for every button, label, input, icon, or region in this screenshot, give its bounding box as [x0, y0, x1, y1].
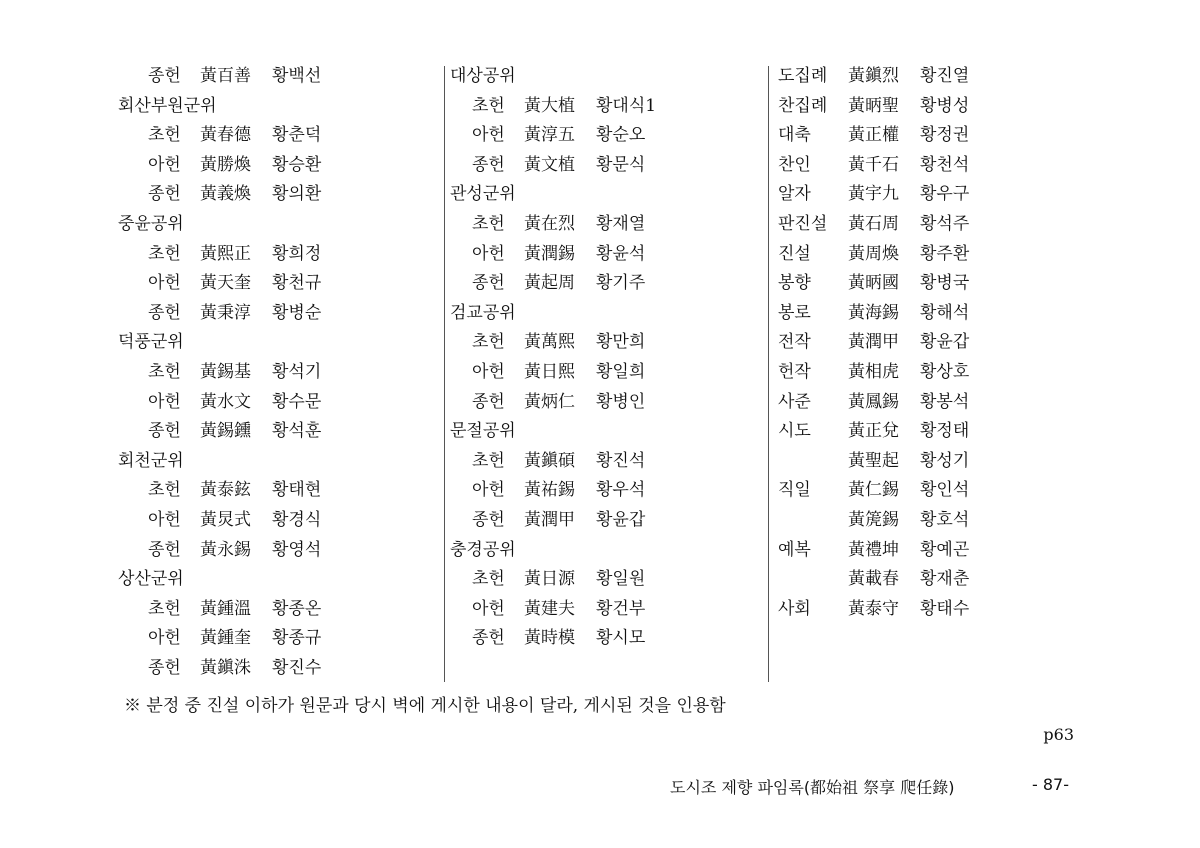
- name-hanja: 黃正權: [848, 125, 899, 146]
- roster-entry: [450, 240, 760, 270]
- name-hangul: 황성기: [920, 450, 970, 471]
- name-hangul: 황진수: [272, 657, 322, 678]
- role-title: 아헌: [472, 361, 505, 382]
- name-hangul: 황순오: [596, 125, 646, 146]
- role-title: 사회: [778, 598, 811, 619]
- roster-column-3: [778, 62, 1078, 624]
- roster-entry: [118, 121, 438, 151]
- name-hanja: 黃永錫: [200, 539, 251, 560]
- roster-entry: [450, 92, 760, 122]
- name-hangul: 황승환: [272, 154, 322, 175]
- role-title: 종헌: [148, 657, 181, 678]
- name-hangul: 황정권: [920, 125, 970, 146]
- name-hangul: 황호석: [920, 509, 970, 530]
- name-hangul: 황인석: [920, 480, 970, 501]
- section-heading: [118, 210, 438, 240]
- name-hanja: 黃潤甲: [848, 332, 899, 353]
- name-hanja: 黃禮坤: [848, 539, 899, 560]
- name-hanja: 黃淳五: [524, 125, 575, 146]
- role-title: 판진설: [778, 213, 828, 234]
- name-hangul: 황석기: [272, 361, 322, 382]
- role-title: 도집례: [778, 66, 828, 86]
- name-hanja: 黃萬熙: [524, 332, 575, 353]
- roster-entry: [118, 506, 438, 536]
- roster-entry: [450, 624, 760, 654]
- name-hanja: 黃水文: [200, 391, 251, 412]
- role-title: 대축: [778, 125, 811, 146]
- role-title: 초헌: [472, 569, 505, 590]
- roster-entry: [118, 62, 438, 92]
- roster-entry: [778, 476, 1078, 506]
- roster-entry: [118, 180, 438, 210]
- section-heading: [118, 565, 438, 595]
- roster-column-1: [118, 62, 438, 683]
- name-hanja: 黃泰守: [848, 598, 899, 619]
- section-heading: [118, 328, 438, 358]
- role-title: 초헌: [472, 213, 505, 234]
- roster-entry: [778, 506, 1078, 536]
- name-hangul: 황병인: [596, 391, 646, 412]
- name-hangul: 황병순: [272, 302, 322, 323]
- section-heading: [450, 299, 760, 329]
- roster-entry: [118, 595, 438, 625]
- role-title: 초헌: [148, 125, 181, 146]
- roster-entry: [450, 210, 760, 240]
- name-hanja: 黃鎭烈: [848, 66, 899, 86]
- name-hangul: 황태수: [920, 598, 970, 619]
- name-hangul: 황문식: [596, 154, 646, 175]
- roster-entry: [118, 624, 438, 654]
- roster-entry: [778, 180, 1078, 210]
- role-title: 예복: [778, 539, 811, 560]
- role-title: 초헌: [472, 450, 505, 471]
- page-number: - 87-: [1032, 775, 1069, 794]
- section-heading: [450, 417, 760, 447]
- role-title: 종헌: [472, 391, 505, 412]
- section-heading-text: 충경공위: [450, 539, 516, 560]
- name-hanja: 黃聖起: [848, 450, 899, 471]
- roster-entry: [118, 151, 438, 181]
- roster-entry: [450, 269, 760, 299]
- footer-title: 도시조 제향 파임록(都始祖 祭享 爬任錄): [670, 778, 955, 797]
- name-hangul: 황봉석: [920, 391, 970, 412]
- name-hanja: 黃熙正: [200, 243, 251, 264]
- name-hanja: 黃大植: [524, 95, 575, 116]
- roster-entry: [778, 447, 1078, 477]
- name-hanja: 黃周煥: [848, 243, 899, 264]
- role-title: 찬인: [778, 154, 811, 175]
- name-hangul: 황윤갑: [920, 332, 970, 353]
- role-title: 봉로: [778, 302, 811, 323]
- name-hanja: 黃起周: [524, 273, 575, 294]
- name-hanja: 黃鎭洙: [200, 657, 251, 678]
- role-title: 종헌: [472, 509, 505, 530]
- role-title: 초헌: [148, 480, 181, 501]
- name-hanja: 黃日源: [524, 569, 575, 590]
- roster-entry: [450, 388, 760, 418]
- name-hangul: 황춘덕: [272, 125, 322, 146]
- roster-entry: [118, 299, 438, 329]
- name-hangul: 황만희: [596, 332, 646, 353]
- role-title: 초헌: [148, 361, 181, 382]
- roster-column-2: [450, 62, 760, 654]
- name-hanja: 黃石周: [848, 213, 899, 234]
- role-title: 봉향: [778, 273, 811, 294]
- name-hanja: 黃箎錫: [848, 509, 899, 530]
- column-divider-1: [444, 66, 445, 682]
- role-title: 헌작: [778, 361, 811, 382]
- roster-entry: [118, 417, 438, 447]
- name-hangul: 황윤석: [596, 243, 646, 264]
- role-title: 아헌: [148, 391, 181, 412]
- name-hanja: 黃潤甲: [524, 509, 575, 530]
- role-title: 종헌: [472, 273, 505, 294]
- section-heading-text: 대상공위: [450, 66, 516, 86]
- name-hanja: 黃義煥: [200, 184, 251, 205]
- name-hanja: 黃鳳錫: [848, 391, 899, 412]
- role-title: 종헌: [148, 184, 181, 205]
- name-hanja: 黃炅式: [200, 509, 251, 530]
- name-hangul: 황종규: [272, 628, 322, 649]
- roster-entry: [778, 92, 1078, 122]
- role-title: 종헌: [472, 154, 505, 175]
- role-title: 아헌: [472, 243, 505, 264]
- role-title: 초헌: [148, 598, 181, 619]
- name-hanja: 黃勝煥: [200, 154, 251, 175]
- roster-entry: [778, 210, 1078, 240]
- name-hangul: 황예곤: [920, 539, 970, 560]
- role-title: 아헌: [148, 628, 181, 649]
- name-hanja: 黃鍾奎: [200, 628, 251, 649]
- role-title: 진설: [778, 243, 811, 264]
- name-hangul: 황우구: [920, 184, 970, 205]
- role-title: 아헌: [472, 125, 505, 146]
- name-hangul: 황진열: [920, 66, 970, 86]
- name-hangul: 황일희: [596, 361, 646, 382]
- roster-entry: [778, 151, 1078, 181]
- section-heading: [450, 180, 760, 210]
- role-title: 종헌: [472, 628, 505, 649]
- name-hangul: 황영석: [272, 539, 322, 560]
- name-hangul: 황우석: [596, 480, 646, 501]
- name-hanja: 黃昞聖: [848, 95, 899, 116]
- name-hanja: 黃昞國: [848, 273, 899, 294]
- role-title: 초헌: [472, 332, 505, 353]
- name-hangul: 황석훈: [272, 421, 322, 442]
- name-hanja: 黃錫基: [200, 361, 251, 382]
- name-hangul: 황수문: [272, 391, 322, 412]
- name-hangul: 황대식1: [596, 95, 657, 116]
- section-heading-text: 문절공위: [450, 421, 516, 442]
- name-hangul: 황주환: [920, 243, 970, 264]
- role-title: 직일: [778, 480, 811, 501]
- section-heading: [118, 447, 438, 477]
- name-hangul: 황정태: [920, 421, 970, 442]
- section-heading-text: 검교공위: [450, 302, 516, 323]
- name-hanja: 黃潤錫: [524, 243, 575, 264]
- name-hanja: 黃春德: [200, 125, 251, 146]
- name-hangul: 황윤갑: [596, 509, 646, 530]
- name-hanja: 黃正兌: [848, 421, 899, 442]
- roster-entry: [778, 565, 1078, 595]
- name-hanja: 黃炳仁: [524, 391, 575, 412]
- roster-entry: [778, 536, 1078, 566]
- name-hangul: 황병성: [920, 95, 970, 116]
- name-hangul: 황일원: [596, 569, 646, 590]
- name-hanja: 黃鍾溫: [200, 598, 251, 619]
- role-title: 종헌: [148, 302, 181, 323]
- name-hanja: 黃百善: [200, 66, 251, 86]
- roster-entry: [778, 595, 1078, 625]
- roster-entry: [118, 269, 438, 299]
- name-hanja: 黃秉淳: [200, 302, 251, 323]
- section-heading-text: 회천군위: [118, 450, 184, 471]
- roster-entry: [118, 536, 438, 566]
- section-heading: [118, 92, 438, 122]
- roster-entry: [778, 388, 1078, 418]
- role-title: 아헌: [472, 598, 505, 619]
- roster-entry: [118, 654, 438, 684]
- name-hangul: 황진석: [596, 450, 646, 471]
- name-hanja: 黃泰鉉: [200, 480, 251, 501]
- roster-entry: [118, 240, 438, 270]
- role-title: 아헌: [148, 154, 181, 175]
- role-title: 종헌: [148, 539, 181, 560]
- role-title: 아헌: [472, 480, 505, 501]
- section-heading-text: 상산군위: [118, 569, 184, 590]
- roster-entry: [778, 62, 1078, 92]
- section-heading-text: 관성군위: [450, 184, 516, 205]
- name-hanja: 黃千石: [848, 154, 899, 175]
- section-heading: [450, 62, 760, 92]
- roster-entry: [118, 476, 438, 506]
- role-title: 전작: [778, 332, 811, 353]
- roster-entry: [450, 595, 760, 625]
- name-hangul: 황의환: [272, 184, 322, 205]
- roster-entry: [778, 121, 1078, 151]
- column-divider-2: [768, 66, 769, 682]
- roster-entry: [778, 328, 1078, 358]
- name-hangul: 황종온: [272, 598, 322, 619]
- name-hangul: 황재춘: [920, 569, 970, 590]
- role-title: 시도: [778, 421, 811, 442]
- name-hanja: 黃在烈: [524, 213, 575, 234]
- role-title: 초헌: [148, 243, 181, 264]
- roster-entry: [778, 358, 1078, 388]
- name-hangul: 황해석: [920, 302, 970, 323]
- roster-entry: [778, 240, 1078, 270]
- name-hanja: 黃鎭碩: [524, 450, 575, 471]
- role-title: 아헌: [148, 509, 181, 530]
- roster-entry: [450, 151, 760, 181]
- name-hangul: 황천규: [272, 273, 322, 294]
- roster-entry: [450, 565, 760, 595]
- name-hangul: 황병국: [920, 273, 970, 294]
- footnote: ※ 분정 중 진설 이하가 원문과 당시 벽에 게시한 내용이 달라, 게시된 것을 인용함: [124, 696, 726, 716]
- section-heading-text: 회산부원군위: [118, 95, 217, 116]
- role-title: 사준: [778, 391, 811, 412]
- name-hanja: 黃載春: [848, 569, 899, 590]
- name-hanja: 黃仁錫: [848, 480, 899, 501]
- name-hanja: 黃相虎: [848, 361, 899, 382]
- page-reference: p63: [1043, 725, 1074, 744]
- name-hanja: 黃宇九: [848, 184, 899, 205]
- roster-entry: [778, 269, 1078, 299]
- name-hangul: 황재열: [596, 213, 646, 234]
- role-title: 종헌: [148, 421, 181, 442]
- roster-entry: [450, 121, 760, 151]
- roster-entry: [118, 358, 438, 388]
- name-hangul: 황태현: [272, 480, 322, 501]
- role-title: 아헌: [148, 273, 181, 294]
- roster-entry: [778, 417, 1078, 447]
- section-heading-text: 중윤공위: [118, 213, 184, 234]
- roster-entry: [118, 388, 438, 418]
- name-hangul: 황상호: [920, 361, 970, 382]
- name-hangul: 황천석: [920, 154, 970, 175]
- name-hanja: 黃天奎: [200, 273, 251, 294]
- name-hangul: 황백선: [272, 66, 322, 86]
- name-hangul: 황희정: [272, 243, 322, 264]
- roster-entry: [778, 299, 1078, 329]
- role-title: 알자: [778, 184, 811, 205]
- role-title: 찬집례: [778, 95, 828, 116]
- name-hanja: 黃建夫: [524, 598, 575, 619]
- name-hanja: 黃海錫: [848, 302, 899, 323]
- roster-entry: [450, 447, 760, 477]
- name-hanja: 黃祐錫: [524, 480, 575, 501]
- name-hangul: 황건부: [596, 598, 646, 619]
- name-hanja: 黃文植: [524, 154, 575, 175]
- roster-entry: [450, 328, 760, 358]
- name-hangul: 황시모: [596, 628, 646, 649]
- section-heading: [450, 536, 760, 566]
- role-title: 종헌: [148, 66, 181, 86]
- name-hangul: 황경식: [272, 509, 322, 530]
- role-title: 초헌: [472, 95, 505, 116]
- name-hanja: 黃時模: [524, 628, 575, 649]
- roster-entry: [450, 358, 760, 388]
- roster-entry: [450, 476, 760, 506]
- name-hanja: 黃錫鑂: [200, 421, 251, 442]
- name-hanja: 黃日熙: [524, 361, 575, 382]
- roster-entry: [450, 506, 760, 536]
- name-hangul: 황기주: [596, 273, 646, 294]
- name-hangul: 황석주: [920, 213, 970, 234]
- section-heading-text: 덕풍군위: [118, 332, 184, 353]
